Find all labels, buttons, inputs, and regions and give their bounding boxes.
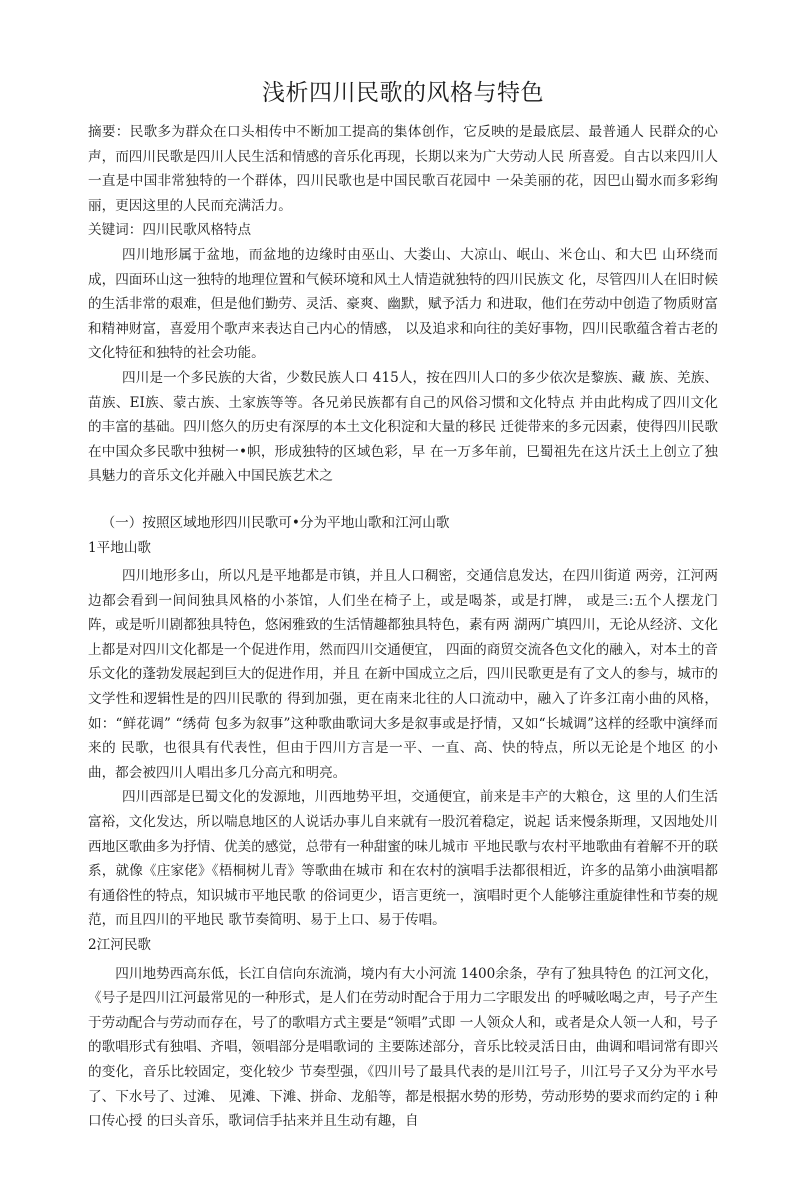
page-title: 浅析四川民歌的风格与特色 [262, 80, 544, 106]
subsection-heading: 2江河民歌 [88, 937, 152, 953]
subsection-heading: 1平地山歌 [88, 539, 152, 556]
keywords-text: 关键词：四川民歌风格特点 [88, 222, 252, 239]
document-page [88, 76, 718, 1134]
abstract-text: 摘要：民歌多为群众在口头相传中不断加工提高的集体创作，它反映的是最底层、最普通人 民群众的心声，而四川民歌是四川人民生活和情感的音乐化再现，长期以来为广大劳动人民 所喜爱。自古以来四川人一直是中国非常独特的一个群体，四川民歌也是中国民歌百花园中 一朵美丽的花，因巴山蜀水而多彩绚丽，更因这里的人民而充满活力。 [88, 124, 718, 214]
intro-paragraph: 四川地形属于盆地，而盆地的边缘时由巫山、大娄山、大凉山、岷山、米仓山、和大巴 山环绕而成，四面环山这一独特的地理位置和气候环境和风土人情造就独特的四川民族文 化，尽管四川人在旧时候的生活非常的艰难，但是他们勤劳、灵活、豪爽、幽默，赋予活力 和进取，他们在劳动中创造了物质财富和精神财富，喜爱用个歌声来表达自己内心的情感， 以及追求和向往的美好事物，四川民歌蕴含着古老的文化特征和独特的社会功能。 [88, 246, 718, 362]
body-paragraph: 四川地势西高东低，长江自信向东流淌，境内有大小河流 1400余条，孕有了独具特色 的江河文化，《号子是四川江河最常见的一种形式，是人们在劳动时配合于用力二字眼发出 的呼喊吆喝之声，号子产生于劳动配合与劳动而存在，号了的歌唱方式主要是“领唱”式即 一人领众人和，或者是众人领一人和，号子的歌唱形式有独唱、齐唱，领唱部分是唱歌词的 主要陈述部分，音乐比较灵活日由，曲调和唱词常有即兴的变化，音乐比较固定，变化较少 节奏型强，《四川号了最具代表的是川江号子，川江号子又分为平水号了、下水号了、过滩、 见滩、下滩、拼命、龙船等，都是根据水势的形势，劳动形势的要求而约定的ｉ种口传心授 的曰头音乐，歌词信手拈来并且生动有趣，自 [88, 965, 718, 1130]
section-spacer [88, 489, 718, 511]
intro-paragraph: 四川是一个多民族的大省，少数民族人口 415人，按在四川人口的多少依次是黎族、藏 族、羌族、苗族、EI族、蒙古族、土家族等等。各兄弟民族都有自己的风俗习惯和文化特点 并由此构成了四川文化的丰富的基础。四川悠久的历史有深厚的本土文化积淀和大量的移民 迁徙带来的多元因素，使得四川民歌在中国众多民歌中独树一•帜，形成独特的区域色彩，早 在一万多年前，巳蜀祖先在这片沃土上创立了独具魅力的音乐文化并融入中国民族艺术之 [88, 369, 718, 485]
body-paragraph: 四川西部是巳蜀文化的发源地，川西地势平坦，交通便宜，前来是丰产的大粮仓，这 里的人们生活富裕，文化发达，所以喘息地区的人说话办事儿自来就有一股沉着稳定，说起 话来慢条斯理，又因地处川西地区歌曲多为抒情、优美的感觉，总带有一种甜蜜的味儿城市 平地民歌与农村平地歌曲有着解不开的联系，就像《庄家佬》《梧桐树儿青》等歌曲在城市 和在农村的演唱手法都很相近，许多的品第小曲演唱都有通俗性的特点，知识城市平地民歌 的俗词更少，语言更统一，演唱时更个人能够注重旋律性和节奏的规范，而且四川的平地民 歌节奏简明、易于上口、易于传唱。 [88, 789, 718, 929]
body-paragraph: 四川地形多山，所以凡是平地都是市镇，并且人口稠密，交通信息发达，在四川街道 两旁，江河两边都会看到一间间独具风格的小茶馆，人们坐在椅子上，或是喝茶，或是打牌， 或是三:五个人摆龙门阵，或是听川剧都独具特色，悠闲雅致的生活情趣都独具特色，素有两 湖两广填四川，无论从经济、文化上都是对四川文化都是一个促进作用，然而四川交通便宜， 四面的商贸交流各色文化的融入，对本土的音乐文化的蓬勃发展起到巨大的促进作用，并且 在新中国成立之后，四川民歌更是有了文人的参与，城市的文学性和逻辑性是的四川民歌的 得到加强，更在南来北往的人口流动中，融入了许多江南小曲的风格，如：“鲜花调” “绣荷 包多为叙事”这种歌曲歌词大多是叙事或是抒情，又如“长城调”这样的经歌中演绎而来的 民歌，也很具有代表性，但由于四川方言是一平、一直、高、快的特点，所以无论是个地区 的小曲，都会被四川人唱出多几分高亢和明亮。 [88, 568, 718, 781]
section-heading: （一）按照区域地形四川民歌可•分为平地山歌和江河山歌 [101, 514, 450, 531]
